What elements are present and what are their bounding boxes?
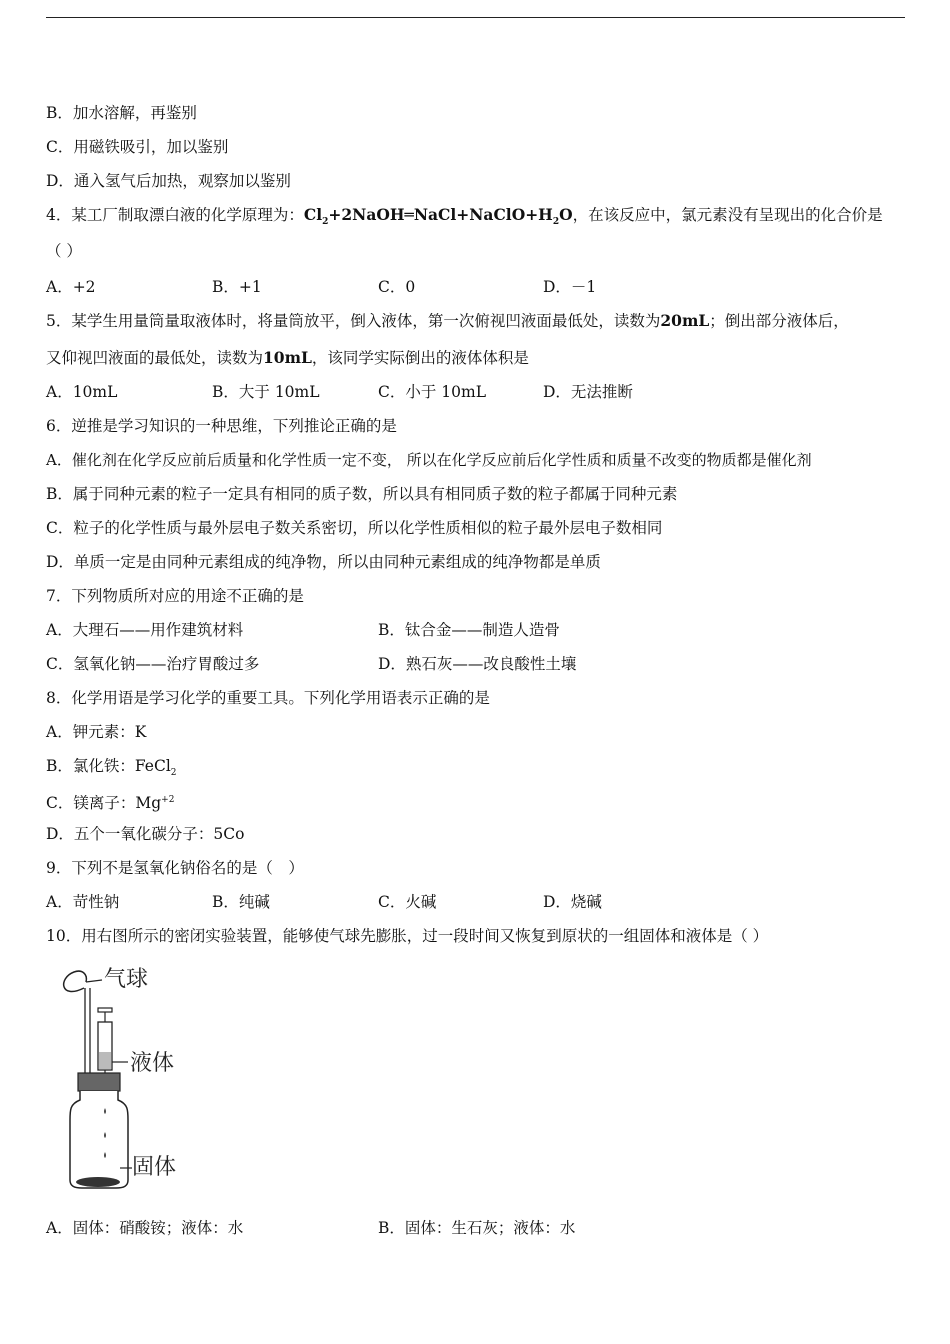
solid-label: 固体 — [132, 1155, 177, 1180]
q5-stem: 5．某学生用量筒量取液体时，将量筒放平，倒入液体，第一次俯视凹液面最低处，读数为20mL；倒出部分液体后， — [46, 311, 849, 330]
q5-option-a: A．10mL — [46, 383, 118, 401]
balloon-leader — [86, 980, 102, 982]
q9-stem: 9．下列不是氢氧化钠俗名的是（ ） — [46, 859, 304, 877]
q6-option-b: B．属于同种元素的粒子一定具有相同的质子数，所以具有相同质子数的粒子都属于同种元素 — [46, 485, 678, 503]
q7-option-c: C．氢氧化钠——治疗胃酸过多 — [46, 655, 260, 673]
q9-option-d: D．烧碱 — [543, 893, 602, 911]
q6-option-d: D．单质一定是由同种元素组成的纯净物，所以由同种元素组成的纯净物都是单质 — [46, 553, 601, 571]
q4-stem — [46, 205, 883, 232]
q8-stem: 8．化学用语是学习化学的重要工具。下列化学用语表示正确的是 — [46, 689, 490, 707]
q9-option-b: B．纯碱 — [212, 893, 270, 911]
q8-option-c: C．镁离子：$Mg^{+2}$ — [46, 794, 175, 813]
q7-option-a: A．大理石——用作建筑材料 — [46, 621, 244, 639]
q5-stem-2: 又仰视凹液面的最低处，读数为10mL，该同学实际倒出的液体体积是 — [46, 348, 529, 367]
q9-option-c: C．火碱 — [378, 893, 437, 911]
q7-option-d: D．熟石灰——改良酸性土壤 — [378, 655, 577, 673]
header-rule — [46, 17, 905, 18]
q4-option-d: D．－1 — [543, 278, 597, 296]
q5-option-b: B．大于 10mL — [212, 383, 320, 401]
q5-option-d: D．无法推断 — [543, 383, 633, 401]
q10-option-a: A．固体：硝酸铵；液体：水 — [46, 1219, 244, 1237]
balloon-shape — [64, 971, 87, 991]
bottle-body — [70, 1091, 128, 1188]
q8-option-b: B．氯化铁：FeCl$_2$ — [46, 757, 177, 779]
q8-option-a: A．钾元素：K — [46, 723, 147, 741]
q4-stem-text: 4．某工厂制取漂白液的化学原理为： — [46, 206, 304, 224]
q4-formula: $Cl_2+2NaOH═NaCl+NaClO+H_2O$ — [303, 205, 573, 228]
q6-option-c: C．粒子的化学性质与最外层电子数关系密切，所以化学性质相似的粒子最外层电子数相同 — [46, 519, 663, 537]
q10-stem: 10．用右图所示的密闭实验装置，能够使气球先膨胀，过一段时间又恢复到原状的一组固体和液体是（ ） — [46, 927, 769, 945]
q4-option-a: A．+2 — [46, 278, 96, 296]
q6-option-a: A．催化剂在化学反应前后质量和化学性质一定不变， 所以在化学反应前后化学性质和质量不改变的物质都是催化剂 — [46, 451, 812, 469]
q3-option-c: C．用磁铁吸引，加以鉴别 — [46, 138, 229, 156]
q5-option-c: C．小于 10mL — [378, 383, 487, 401]
q4-option-b: B．+1 — [212, 278, 262, 296]
apparatus-figure — [52, 960, 202, 1195]
balloon-label: 气球 — [104, 967, 149, 992]
liquid-label: 液体 — [130, 1051, 175, 1076]
q8-option-d: D．五个一氧化碳分子：5Co — [46, 825, 245, 843]
solid-pile — [76, 1177, 120, 1187]
q7-stem: 7．下列物质所对应的用途不正确的是 — [46, 587, 304, 605]
q3-option-b: B．加水溶解，再鉴别 — [46, 104, 197, 122]
q7-option-b: B．钛合金——制造人造骨 — [378, 621, 560, 639]
syringe-liquid — [99, 1052, 111, 1069]
bottle-stopper — [78, 1073, 120, 1091]
q3-option-d: D．通入氢气后加热，观察加以鉴别 — [46, 172, 291, 190]
q9-option-a: A．苛性钠 — [46, 893, 120, 911]
q4-option-c: C．0 — [378, 278, 416, 296]
q6-stem: 6．逆推是学习知识的一种思维，下列推论正确的是 — [46, 417, 397, 435]
syringe-handle — [98, 1008, 112, 1012]
q4-stem-tail: ，在该反应中，氯元素没有呈现出的化合价是 — [572, 206, 883, 224]
q10-option-b: B．固体：生石灰；液体：水 — [378, 1219, 576, 1237]
q4-bracket: （ ） — [46, 242, 82, 260]
